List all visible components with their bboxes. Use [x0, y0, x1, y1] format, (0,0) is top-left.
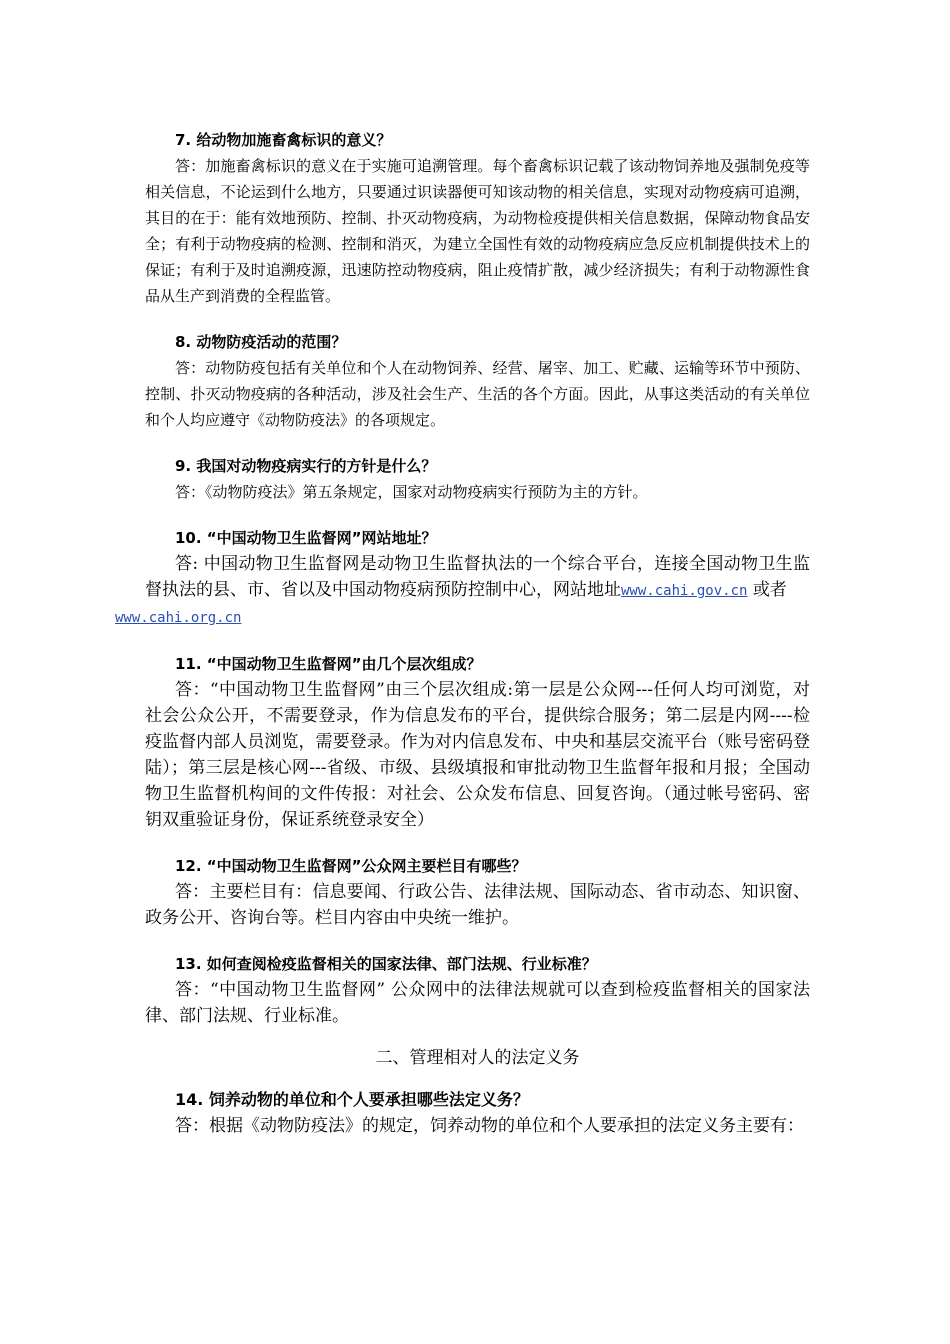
question-10-title: 10. “中国动物卫生监督网”网站地址？ — [175, 529, 437, 547]
question-14-answer: 答：根据《动物防疫法》的规定，饲养动物的单位和个人要承担的法定义务主要有： — [175, 1116, 804, 1136]
question-13-title: 13. 如何查阅检疫监督相关的国家法律、部门法规、行业标准？ — [175, 955, 597, 973]
section-2-heading: 二、管理相对人的法定义务 — [375, 1048, 580, 1068]
question-14-title: 14. 饲养动物的单位和个人要承担哪些法定义务？ — [175, 1090, 529, 1109]
document-content — [115, 127, 810, 1139]
question-8-title: 8. 动物防疫活动的范围？ — [175, 333, 347, 351]
website-link-org[interactable]: www.cahi.org.cn — [115, 610, 242, 626]
question-13-answer: 答：“中国动物卫生监督网” 公众网中的法律法规就可以查到检疫监督相关的国家法律、部门法规、行业标准。 — [145, 980, 810, 1026]
question-12-answer: 答：主要栏目有：信息要闻、行政公告、法律法规、国际动态、省市动态、知识窗、政务公开、咨询台等。栏目内容由中央统一维护。 — [145, 882, 810, 928]
question-9-answer: 答：《动物防疫法》第五条规定，国家对动物疫病实行预防为主的方针。 — [175, 483, 648, 501]
question-10-answer-or: 或者 — [747, 580, 787, 600]
question-12-title: 12. “中国动物卫生监督网”公众网主要栏目有哪些？ — [175, 857, 527, 875]
question-8-answer: 答：动物防疫包括有关单位和个人在动物饲养、经营、屠宰、加工、贮藏、运输等环节中预防、控制、扑灭动物疫病的各种活动，涉及社会生产、生活的各个方面。因此，从事这类活动的有关单位和个人均应遵守《动物防疫法》的各项规定。 — [145, 359, 810, 429]
question-9-title: 9. 我国对动物疫病实行的方针是什么？ — [175, 457, 437, 475]
question-10-answer — [115, 551, 810, 631]
website-link-gov[interactable]: www.cahi.gov.cn — [621, 583, 748, 599]
question-7-title: 7. 给动物加施畜禽标识的意义？ — [175, 131, 392, 149]
question-11-title: 11. “中国动物卫生监督网”由几个层次组成？ — [175, 655, 482, 673]
question-11-answer: 答：“中国动物卫生监督网”由三个层次组成:第一层是公众网---任何人均可浏览，对社会公众公开，不需要登录，作为信息发布的平台，提供综合服务；第二层是内网----检疫监督内部人员浏览，需要登录。作为对内信息发布、中央和基层交流平台（账号密码登陆）；第三层是核心网---省级、市级、县级填报和审批动物卫生监督年报和月报；全国动物卫生监督机构间的文件传报：对社会、公众发布信息、回复咨询。（通过帐号密码、密钥双重验证身份，保证系统登录安全） — [145, 680, 810, 830]
question-10-answer-text: 答: 中国动物卫生监督网是动物卫生监督执法的一个综合平台，连接全国动物卫生监督执法的县、市、省以及中国动物疫病预防控制中心，网站地址 — [145, 554, 810, 600]
question-7-answer: 答：加施畜禽标识的意义在于实施可追溯管理。每个畜禽标识记载了该动物饲养地及强制免疫等相关信息，不论运到什么地方，只要通过识读器便可知该动物的相关信息，实现对动物疫病可追溯，其目的在于：能有效地预防、控制、扑灭动物疫病，为动物检疫提供相关信息数据，保障动物食品安全；有利于动物疫病的检测、控制和消灭，为建立全国性有效的动物疫病应急反应机制提供技术上的保证；有利于及时追溯疫源，迅速防控动物疫病，阻止疫情扩散，减少经济损失；有利于动物源性食品从生产到消费的全程监管。 — [145, 157, 810, 305]
